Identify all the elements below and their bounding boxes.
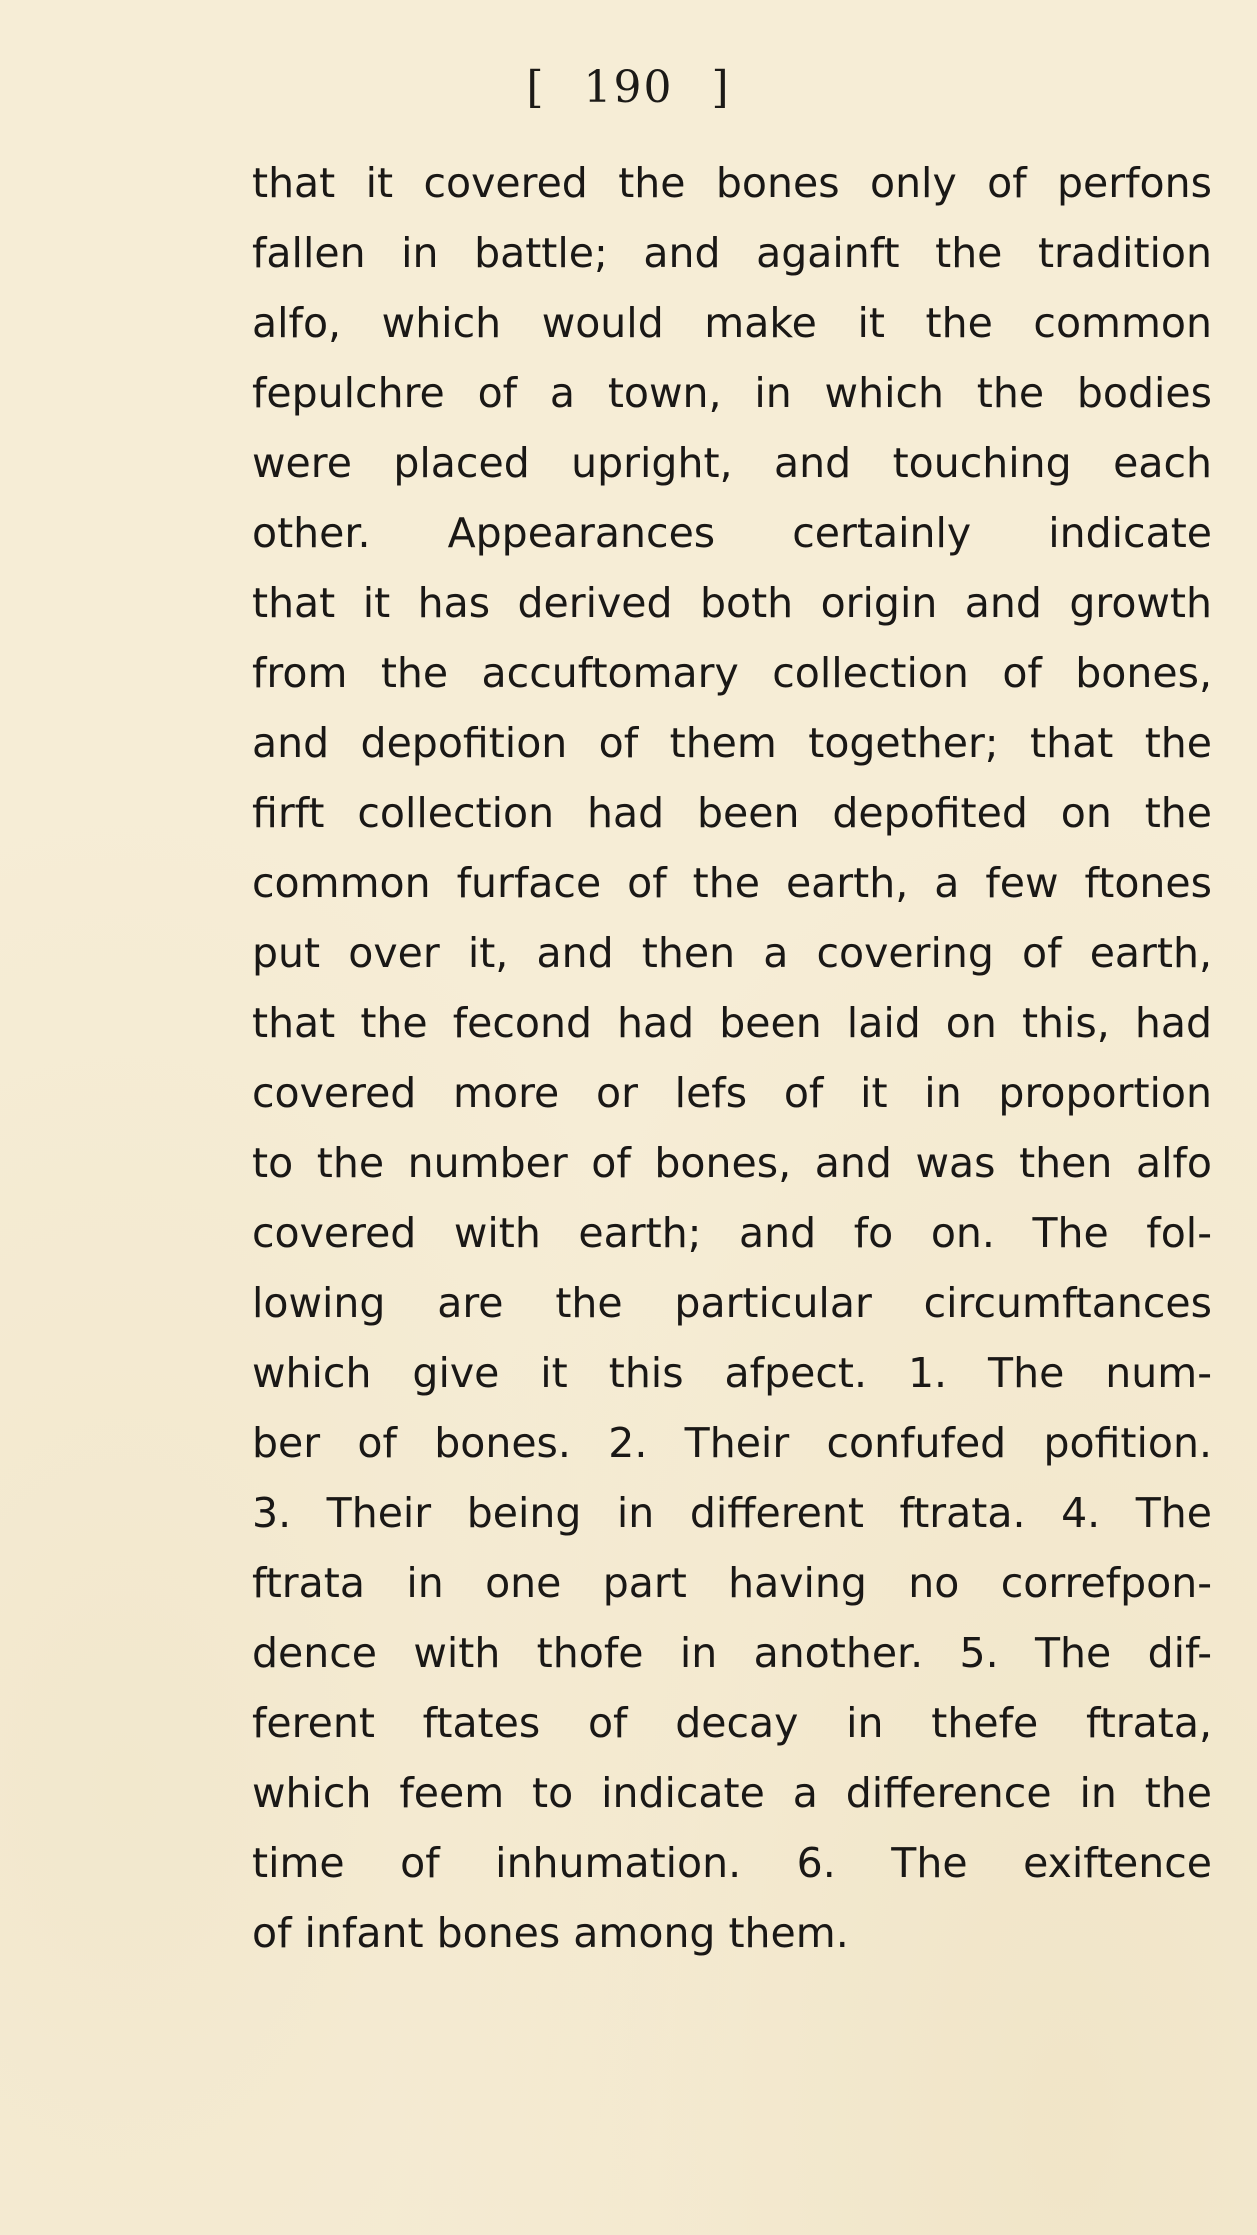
- text-line: fallen in battle; and againft the tradition: [252, 229, 1212, 277]
- bracket-close: ]: [711, 62, 731, 113]
- text-line: and depofition of them together; that the: [252, 719, 1212, 767]
- text-line: that the fecond had been laid on this, had: [252, 999, 1212, 1047]
- text-line: put over it, and then a covering of earth,: [252, 929, 1212, 977]
- text-line: alfo, which would make it the common: [252, 299, 1212, 347]
- text-line: ftrata in one part having no correfpon-: [252, 1559, 1212, 1607]
- text-line: which feem to indicate a difference in the: [252, 1769, 1212, 1817]
- page-number: 190: [583, 62, 674, 113]
- text-line: covered with earth; and fo on. The fol-: [252, 1209, 1212, 1257]
- text-line: other. Appearances certainly indicate: [252, 509, 1212, 557]
- text-line: firft collection had been depofited on the: [252, 789, 1212, 837]
- text-line: 3. Their being in different ftrata. 4. The: [252, 1489, 1212, 1537]
- body-text: [252, 148, 1212, 1968]
- text-line: fepulchre of a town, in which the bodies: [252, 369, 1212, 417]
- text-line: which give it this afpect. 1. The num-: [252, 1349, 1212, 1397]
- running-head: [0, 62, 1257, 113]
- text-line: lowing are the particular circumftances: [252, 1279, 1212, 1327]
- text-line: to the number of bones, and was then alfo: [252, 1139, 1212, 1187]
- text-line: time of inhumation. 6. The exiftence: [252, 1839, 1212, 1887]
- text-line: that it covered the bones only of perfons: [252, 159, 1212, 207]
- text-line: ber of bones. 2. Their confufed pofition.: [252, 1419, 1212, 1467]
- text-line: were placed upright, and touching each: [252, 439, 1212, 487]
- text-line: covered more or lefs of it in proportion: [252, 1069, 1212, 1117]
- text-line: common furface of the earth, a few ftones: [252, 859, 1212, 907]
- text-line: ferent ftates of decay in thefe ftrata,: [252, 1699, 1212, 1747]
- bracket-open: [: [526, 62, 546, 113]
- text-line-last: of infant bones among them.: [252, 1909, 849, 1957]
- text-line: from the accuftomary collection of bones,: [252, 649, 1212, 697]
- text-line: that it has derived both origin and growth: [252, 579, 1212, 627]
- text-line: dence with thofe in another. 5. The dif-: [252, 1629, 1212, 1677]
